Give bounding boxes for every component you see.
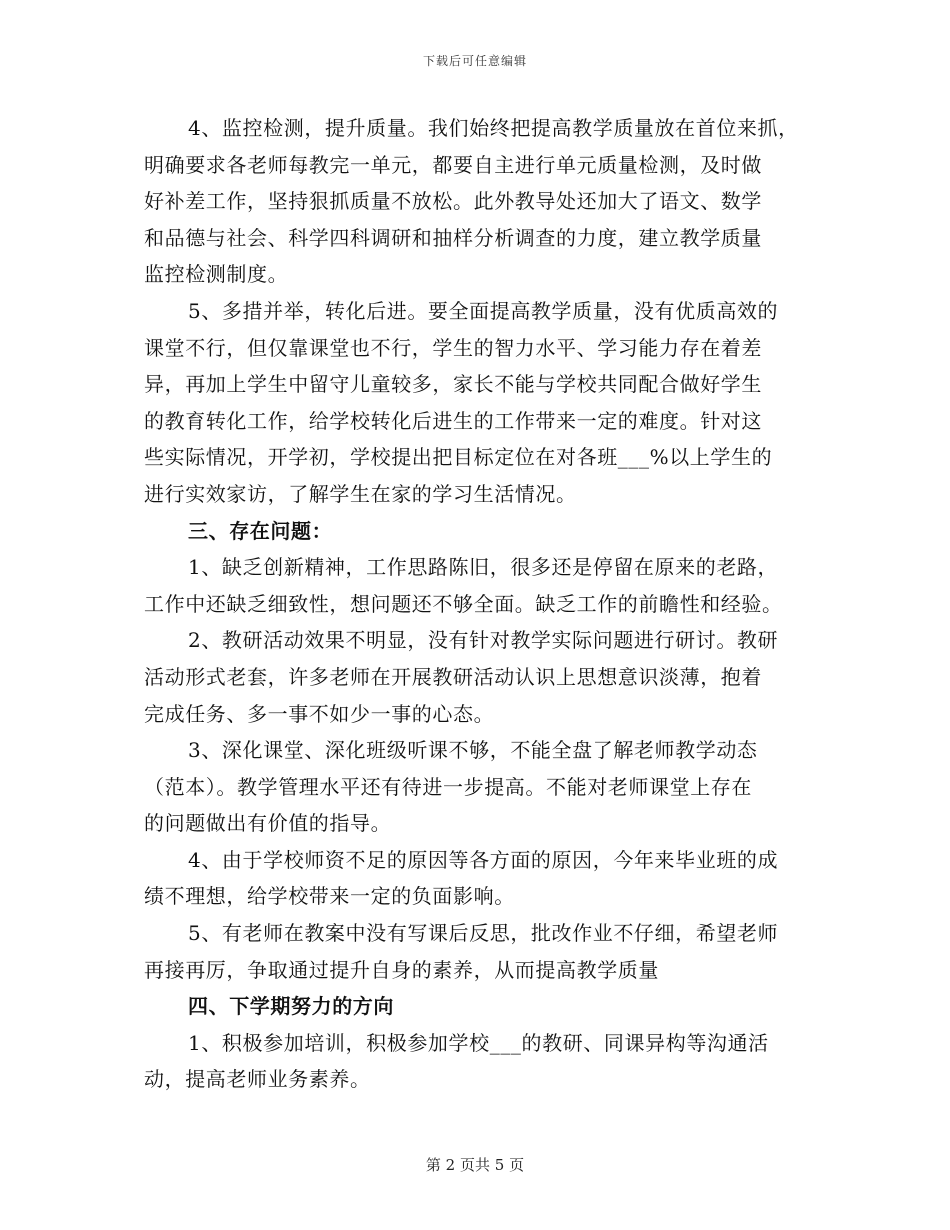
- paragraph-line: 异，再加上学生中留守儿童较多，家长不能与学校共同配合做好学生: [144, 372, 762, 397]
- paragraph-line: 4、由于学校师资不足的原因等各方面的原因，今年来毕业班的成: [188, 847, 779, 872]
- paragraph-line: （范本）。教学管理水平还有待进一步提高。不能对老师课堂上存在: [144, 774, 752, 799]
- paragraph-line: 5、多措并举，转化后进。要全面提高教学质量，没有优质高效的: [188, 298, 779, 323]
- page-number: 第 2 页共 5 页: [425, 1156, 525, 1174]
- paragraph-line: 进行实效家访，了解学生在家的学习生活情况。: [144, 481, 577, 506]
- document-body: [144, 110, 814, 1098]
- paragraph-line: 3、深化课堂、深化班级听课不够，不能全盘了解老师教学动态: [188, 738, 758, 763]
- paragraph-line: 1、积极参加培训，积极参加学校___的教研、同课异构等沟通活: [188, 1030, 769, 1055]
- paragraph-line: 工作中还缺乏细致性，想问题还不够全面。缺乏工作的前瞻性和经验。: [144, 591, 783, 616]
- paragraph-line: 课堂不行，但仅靠课堂也不行，学生的智力水平、学习能力存在着差: [144, 335, 762, 360]
- paragraph-line: 监控检测制度。: [144, 262, 289, 287]
- paragraph-line: 的教育转化工作，给学校转化后进生的工作带来一定的难度。针对这: [144, 408, 762, 433]
- paragraph-line: 明确要求各老师每教完一单元，都要自主进行单元质量检测，及时做: [144, 152, 762, 177]
- paragraph-line: 和品德与社会、科学四科调研和抽样分析调查的力度，建立教学质量: [144, 225, 762, 250]
- paragraph-line: 活动形式老套，许多老师在开展教研活动认识上思想意识淡薄，抱着: [144, 664, 762, 689]
- paragraph-line: 绩不理想，给学校带来一定的负面影响。: [144, 884, 515, 909]
- paragraph-line: 些实际情况，开学初，学校提出把目标定位在对各班___%以上学生的: [144, 445, 773, 470]
- paragraph-line: 完成任务、多一事不如少一事的心态。: [144, 701, 495, 726]
- paragraph-line: 2、教研活动效果不明显，没有针对教学实际问题进行研讨。教研: [188, 628, 779, 653]
- paragraph-line: 的问题做出有价值的指导。: [144, 811, 392, 836]
- paragraph-line: 好补差工作，坚持狠抓质量不放松。此外教导处还加大了语文、数学: [144, 189, 762, 214]
- paragraph-line: 动，提高老师业务素养。: [144, 1067, 371, 1092]
- paragraph-line: 4、监控检测，提升质量。我们始终把提高教学质量放在首位来抓，: [188, 116, 799, 140]
- section-heading: 三、存在问题：: [188, 518, 333, 543]
- paragraph-line: 5、有老师在教案中没有写课后反思，批改作业不仔细，希望老师: [188, 921, 779, 946]
- section-heading: 四、下学期努力的方向: [188, 994, 394, 1019]
- page-header: 下载后可任意编辑: [422, 54, 527, 68]
- paragraph-line: 1、缺乏创新精神，工作思路陈旧，很多还是停留在原来的老路，: [188, 555, 779, 580]
- paragraph-line: 再接再厉，争取通过提升自身的素养，从而提高教学质量: [144, 957, 659, 982]
